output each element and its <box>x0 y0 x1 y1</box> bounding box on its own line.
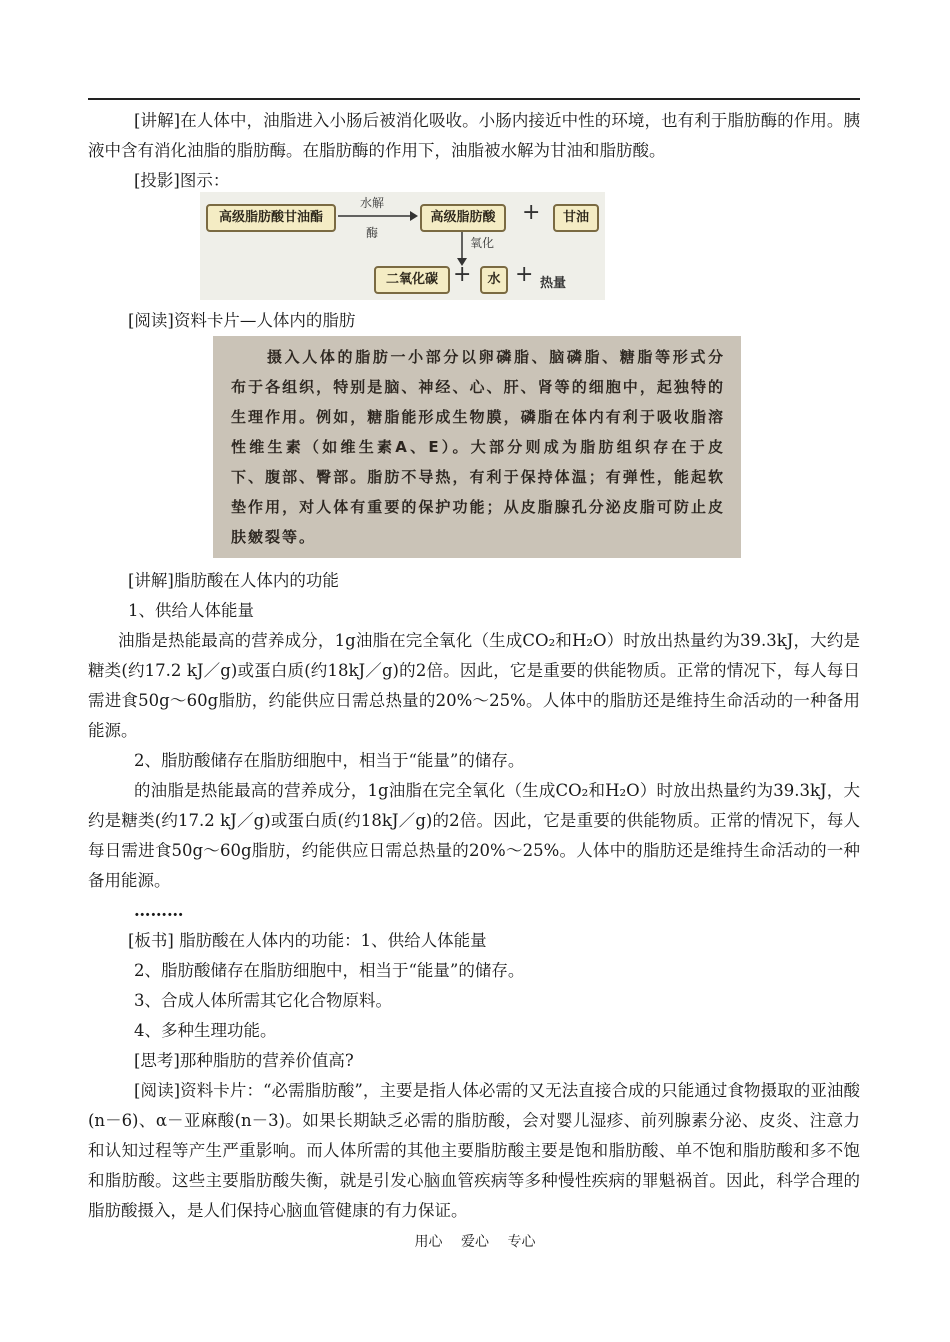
page-footer: 用心 爱心 专心 <box>414 1234 536 1250</box>
right-arrow-icon <box>338 209 418 223</box>
functions-lecture: [讲解]脂肪酸在人体内的功能 <box>128 571 339 590</box>
triglyceride-box: 高级脂肪酸甘油酯 <box>206 204 336 232</box>
card-text: 摄入人体的脂肪一小部分以卵磷脂、脑磷脂、糖脂等形式分布于各组织，特别是脑、神经、心、肝、肾等的细胞中，起独特的生理作用。例如，糖脂能形成生物膜，磷脂在体内有利于吸收脂溶性维生素（如维生素A、E）。大部分则成为脂肪组织存在于皮下、腹部、臀部。脂肪不导热，有利于保持体温；有弹性，能起软垫作用，对人体有重要的保护功能；从皮脂腺孔分泌皮脂可防止皮肤皴裂等。 <box>231 348 725 546</box>
functions-section <box>88 566 860 1226</box>
enzyme-label: 酶 <box>366 226 379 240</box>
think-question: [思考]那种脂肪的营养价值高? <box>134 1051 354 1070</box>
hydrolysis-label: 水解 <box>360 196 385 210</box>
hydrolysis-diagram <box>200 192 605 300</box>
co2-box: 二氧化碳 <box>374 266 450 294</box>
oxidation-label: 氧化 <box>470 236 495 250</box>
plus-sign: + <box>522 200 541 225</box>
essential-fatty-acid-paragraph: [阅读]资料卡片：“必需脂肪酸”，主要是指人体必需的又无法直接合成的只能通过食物摄取的亚油酸(n－6)、α－亚麻酸(n－3)。如果长期缺乏必需的脂肪酸，会对婴儿湿疹、前列腺素分泌、皮炎、注意力和认知过程等产生严重影响。而人体所需的其他主要脂肪酸主要是饱和脂肪酸、单不饱和脂肪酸和多不饱和脂肪酸。这些主要脂肪酸失衡，就是引发心脑血管疾病等多种慢性疾病的罪魁祸首。因此，科学合理的脂肪酸摄入，是人们保持心脑血管健康的有力保证。 <box>88 1081 860 1220</box>
glycerol-box: 甘油 <box>553 204 599 232</box>
energy-paragraph: 油脂是热能最高的营养成分，1g油脂在完全氧化（生成CO₂和H₂O）时放出热量约为39.3kJ，大约是糖类(约17.2 kJ／g)或蛋白质(约18kJ／g)的2倍。因此，它是重要的供能物质。正常的情况下，每人每日需进食50g～60g脂肪，约能供应日需总热量的20%～25%。人体中的脂肪还是维持生命活动的一种备用能源。 <box>88 631 860 740</box>
board-line-1: [板书] 脂肪酸在人体内的功能：1、供给人体能量 <box>128 931 487 950</box>
reading-title-row <box>88 306 860 336</box>
board-line-2: 2、脂肪酸储存在脂肪细胞中，相当于“能量”的储存。 <box>134 961 525 980</box>
energy-paragraph-repeat: 的油脂是热能最高的营养成分，1g油脂在完全氧化（生成CO₂和H₂O）时放出热量约为39.3kJ，大约是糖类(约17.2 kJ／g)或蛋白质(约18kJ／g)的2倍。因此，它是重要的供能物质。正常的情况下，每人每日需进食50g～60g脂肪，约能供应日需总热量的20%～25%。人体中的脂肪还是维持生命活动的一种备用能源。 <box>88 781 860 890</box>
function-item-2: 2、脂肪酸储存在脂肪细胞中，相当于“能量”的储存。 <box>134 751 525 770</box>
ellipsis: ……… <box>134 901 184 920</box>
lecture-paragraph: [讲解]在人体中，油脂进入小肠后被消化吸收。小肠内接近中性的环境，也有利于脂肪酶的作用。胰液中含有消化油脂的脂肪酶。在脂肪酶的作用下，油脂被水解为甘油和脂肪酸。 <box>88 111 860 160</box>
header-rule <box>88 98 860 100</box>
heat-label: 热量 <box>540 276 567 291</box>
reading-card-title: [阅读]资料卡片—人体内的脂肪 <box>128 311 356 330</box>
projection-label: [投影]图示： <box>134 171 230 190</box>
water-box: 水 <box>480 266 508 294</box>
plus-sign: + <box>453 262 472 287</box>
intro-section <box>88 106 860 196</box>
down-arrow-icon <box>455 232 469 266</box>
board-line-4: 4、多种生理功能。 <box>134 1021 277 1040</box>
fatty-acid-box: 高级脂肪酸 <box>420 204 506 232</box>
board-line-3: 3、合成人体所需其它化合物原料。 <box>134 991 392 1010</box>
function-item-1: 1、供给人体能量 <box>128 601 254 620</box>
plus-sign: + <box>515 262 534 287</box>
fat-info-card <box>213 336 741 558</box>
